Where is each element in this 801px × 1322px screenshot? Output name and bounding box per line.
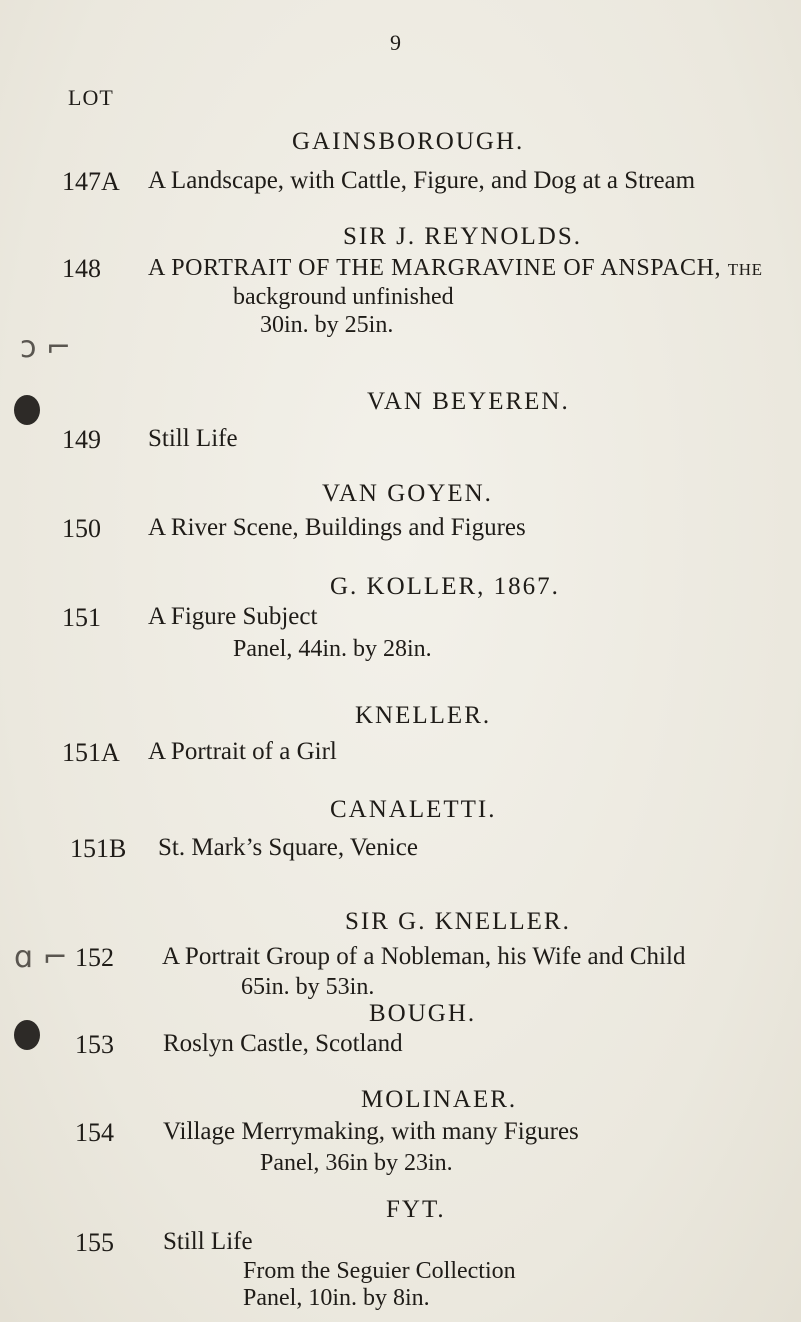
artist-name: KNELLER. bbox=[355, 702, 492, 729]
lot-title: A River Scene, Buildings and Figures bbox=[148, 514, 526, 541]
margin-ink-dot bbox=[14, 1020, 40, 1050]
lot-title: Village Merrymaking, with many Figures bbox=[163, 1118, 579, 1145]
lot-number: 151A bbox=[62, 738, 120, 767]
lot-number: 151 bbox=[62, 603, 101, 632]
lot-title: A Landscape, with Cattle, Figure, and Dog at a Stream bbox=[148, 167, 696, 194]
lot-number: 155 bbox=[75, 1228, 114, 1257]
lot-number: 152 bbox=[75, 943, 114, 972]
lot-detail: Panel, 10in. by 8in. bbox=[243, 1285, 430, 1311]
artist-name: BOUGH. bbox=[369, 1000, 477, 1027]
lot-number: 149 bbox=[62, 425, 101, 454]
lot-title: A PORTRAIT OF THE MARGRAVINE OF ANSPACH, the bbox=[148, 255, 763, 281]
pencil-mark: ↄ ⌐ bbox=[20, 330, 72, 365]
lot-title: Still Life bbox=[163, 1228, 253, 1255]
lot-number: 148 bbox=[62, 254, 101, 283]
lot-number: 150 bbox=[62, 514, 101, 543]
lot-number: 147A bbox=[62, 167, 120, 196]
artist-name: SIR G. KNELLER. bbox=[345, 908, 571, 935]
lot-number: 151B bbox=[70, 834, 127, 863]
artist-name: G. KOLLER, 1867. bbox=[330, 573, 560, 600]
lot-detail: From the Seguier Collection bbox=[243, 1258, 516, 1284]
margin-ink-dot bbox=[14, 395, 40, 425]
lot-title: St. Mark’s Square, Venice bbox=[158, 834, 418, 861]
artist-name: MOLINAER. bbox=[361, 1086, 518, 1113]
artist-name: SIR J. REYNOLDS. bbox=[343, 223, 582, 250]
lot-column-header: LOT bbox=[68, 85, 114, 110]
lot-detail: 30in. by 25in. bbox=[260, 312, 394, 338]
artist-name: VAN BEYEREN. bbox=[367, 388, 570, 415]
lot-title: A Portrait Group of a Nobleman, his Wife and Child bbox=[162, 943, 686, 970]
pencil-mark: ɑ ⌐ bbox=[14, 940, 68, 975]
lot-title: A Portrait of a Girl bbox=[148, 738, 337, 765]
lot-detail: 65in. by 53in. bbox=[241, 974, 375, 1000]
artist-name: FYT. bbox=[386, 1196, 446, 1223]
lot-title: Roslyn Castle, Scotland bbox=[163, 1030, 403, 1057]
lot-detail: background unfinished bbox=[233, 284, 454, 310]
artist-name: VAN GOYEN. bbox=[322, 480, 493, 507]
artist-name: CANALETTI. bbox=[330, 796, 497, 823]
lot-title: A Figure Subject bbox=[148, 603, 318, 630]
lot-number: 153 bbox=[75, 1030, 114, 1059]
artist-name: GAINSBOROUGH. bbox=[292, 128, 525, 155]
lot-detail: Panel, 44in. by 28in. bbox=[233, 636, 432, 662]
lot-title: Still Life bbox=[148, 425, 238, 452]
lot-detail: Panel, 36in by 23in. bbox=[260, 1150, 453, 1176]
page-number: 9 bbox=[390, 30, 401, 55]
lot-number: 154 bbox=[75, 1118, 114, 1147]
